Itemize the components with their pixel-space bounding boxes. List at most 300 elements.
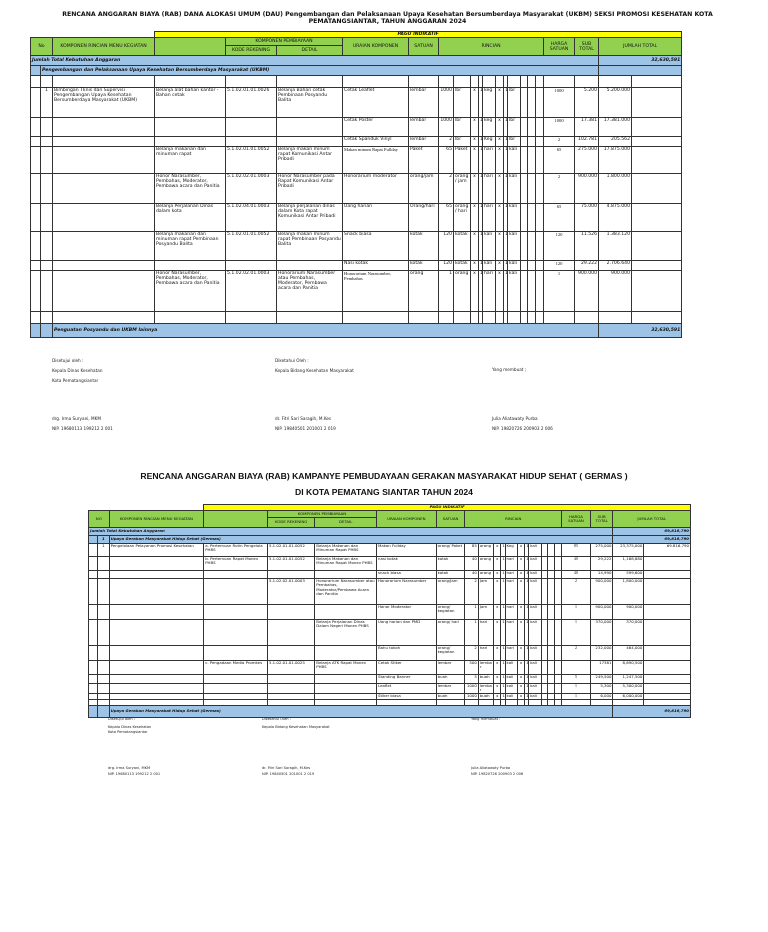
harga-satuan: 11.526: [580, 232, 598, 237]
uraian-komponen: Makan Fullday: [378, 543, 406, 548]
detail-belanja: Belanja makan minum rapat Komunikasi Antar Pribadi: [278, 147, 332, 162]
kode-rekening: 5.1.02.02.01.0003: [227, 174, 270, 179]
vol-3: 1: [526, 578, 529, 583]
sign-known-nip: NIP. 19840501 201001 2 019: [275, 426, 336, 431]
vol-1: 120: [443, 261, 453, 266]
harga-satuan: 17381: [599, 660, 612, 665]
satuan: orang: [410, 271, 424, 276]
header-sub-total: SUB TOTAL: [595, 513, 608, 523]
table-row: Belanja Perjalanan Dinas Dalam Negeri Monev PHBS Uang harian dan PMD orang/ hari 1 hari x 1 hari x 1 kali 1 370,000 370,000: [89, 620, 691, 646]
header-komponen-pembiayaan: KOMPONEN PEMBIAYAAN: [255, 39, 313, 44]
uraian-komponen: Bahu tokoh: [378, 645, 401, 650]
unit-3: kali: [509, 271, 517, 276]
kode-rekening: 5.1.02.01.01.0052: [227, 232, 270, 237]
sub-total: 464,000: [626, 645, 643, 650]
unit-3: lbr: [509, 118, 516, 123]
header-rincian: RINCIAN: [481, 44, 501, 49]
sub-total: 1.800.000: [606, 174, 631, 179]
detail-belanja: Belanja Makanan dan Minuman Rapat PHBS: [316, 543, 359, 553]
sub-total: 599,600: [626, 570, 643, 575]
header-harga-satuan: HARGA SATUAN: [568, 513, 584, 523]
header-detail: DETAIL: [338, 519, 353, 525]
menu-kegiatan: Pengelolaan Pelayanan Promosi Kesehatan: [110, 543, 194, 548]
vol-3: 1: [505, 174, 508, 179]
section-label: Pengembangan dan Pelaksanaan Upaya Kesehatan Bersumberdaya Masyarakat (UKBM): [42, 68, 270, 73]
header-uraian: URAIAN KOMPONEN: [387, 515, 426, 521]
uraian-komponen: Nasi kotak: [344, 261, 368, 266]
unit-1: lembar: [479, 683, 492, 693]
header-rincian: RINCIAN: [505, 515, 522, 521]
unit-3: lbr: [509, 137, 516, 142]
table-row: 1 Bimbingan Tknis dan Supervisi Pengembangan Upaya Kesehatan Bersumberdaya Masyarakat (UKBM) Belanja alat bahan kantor - Bahan cetak 5.1.02.01.01.0026 Belanja Bahan cetak Pembinaan Posyandu Balita Cetak Leaflet lembar 1000 lbr x 1 keg x 1 lbr 1000 5.200 5.200.000: [31, 88, 682, 118]
komponen-belanja: a. Pertemuan Rutin Pengelola PHBS: [205, 543, 263, 553]
table-row: Belanja Perjalanan Dinas dalam kota 5.1.02.04.01.0003 Belanja perjalanan dinas dalam Kota rapat Komunikasi Antar Pribadi Uang harian Orang/hari 65 orang/ hari x 1 hari x 1 kali 65 75.000 4.875.000: [31, 204, 682, 232]
sub-total: 900,000: [626, 604, 643, 609]
header-satuan: SATUAN: [414, 44, 433, 49]
unit-2: hari: [506, 578, 515, 583]
unit-1: lbr: [455, 137, 462, 142]
sub-total: 4.875.000: [606, 204, 631, 209]
detail-belanja: Belanja makan minum rapat Pembinaan Posyandu Balita: [278, 232, 341, 247]
unit-3: kali: [530, 578, 537, 583]
row-no: 1: [102, 543, 105, 548]
uraian-komponen: Standing Banner: [378, 674, 411, 679]
sub-total: 1,168,880: [622, 556, 643, 561]
unit-2: hari: [484, 174, 493, 179]
vol-1: 65: [446, 147, 453, 152]
uraian-komponen: nasi kotak: [378, 556, 398, 561]
vol-2: 1: [502, 543, 505, 548]
unit-2: kali: [506, 683, 514, 688]
volume-total: 5: [574, 675, 577, 679]
harga-satuan: 232,000: [595, 645, 612, 650]
footer-value: 69,816,790: [664, 708, 689, 714]
footer-label: Penguatan Posyandu dan UKBM lainnya: [54, 328, 158, 333]
vol-3: 1: [505, 147, 508, 152]
header-komponen: KOMPONEN RINCIAN MENU KEGIATAN: [60, 44, 147, 49]
uraian-komponen: Honorarium Narasumber, Pembahas: [344, 271, 392, 281]
detail-belanja: Honor Narasumber pada Rapat Komunikasi Antar Pribadi: [278, 174, 335, 189]
sign-approver-city: Kota Pematangsiantar: [52, 378, 99, 383]
harga-satuan: 275.000: [578, 147, 598, 152]
table-row: 5.1.02.02.01.0003 Honorarium Narasumber atau Pembahas, Moderator/Pembawa Acara dan Panitia Honorarium Narasumber orang/Jam 2 Jam x 1 hari x 1 kali 2 900,000 1,800,000: [89, 579, 691, 605]
header-pagu-indikatif: PAGU INDIKATIF: [429, 504, 465, 509]
komponen-belanja: Honor Narasumber, Pembahas, Moderator, Pembawa acara dan Panitia: [156, 174, 220, 189]
satuan: orang/ hari: [437, 619, 460, 624]
komponen-belanja: b. Pertemuan Rapat Monev PHBS: [205, 556, 259, 566]
vol-2: 1: [502, 660, 505, 665]
unit-3: kali: [530, 556, 537, 561]
satuan: kotak: [410, 261, 423, 266]
sub-total: 8,690,500: [622, 660, 643, 665]
uraian-komponen: Honorarium Narasumber: [378, 578, 427, 583]
satuan: kotak: [437, 556, 449, 561]
detail-belanja: Belanja Bahan cetak Pembinaan Posyandu Balita: [278, 88, 328, 103]
doc1-title: RENCANA ANGGARAN BIAYA (RAB) DANA ALOKASI UMUM (DAU) Pengembangan dan Pelaksanaan Upaya Kesehatan Bersumberdaya Masyarakat (UKBM) SEKSI PROMOSI KESEHATAN KOTA PEMATANGSIANTAR, TAHUN ANGGARAN 2024: [62, 11, 713, 25]
header-jumlah-total: JUMLAH TOTAL: [623, 44, 658, 49]
sign-known-role: Kepala Bidang Kesehatan Masyarakat: [275, 368, 354, 373]
sign2-maker-nip: NIP. 19820726 200903 2 006: [471, 771, 524, 776]
vol-2: 1: [502, 674, 505, 679]
detail-belanja: Belanja ATK Rapat Monev PHBS: [316, 660, 367, 670]
uraian-komponen: Cetak Spanduk Vinyl: [344, 137, 392, 142]
vol-1: 5: [474, 674, 477, 679]
uraian-komponen: Leaflet: [378, 683, 392, 688]
vol-3: 1: [526, 660, 529, 665]
sub-total: 5,300,000: [622, 683, 643, 688]
vol-3: 1: [526, 683, 529, 688]
unit-3: kali: [530, 570, 537, 575]
header-pagu-indikatif: PAGU INDIKATIF: [397, 32, 439, 37]
unit-1: Jam: [479, 604, 488, 609]
unit-3: kali: [509, 174, 517, 179]
vol-3: 1: [526, 570, 529, 575]
unit-2: hari: [484, 204, 493, 209]
unit-2: hari: [506, 604, 515, 609]
unit-2: kali: [506, 692, 514, 698]
sub-total: 1,800,000: [622, 578, 643, 583]
vol-3: 1: [526, 543, 529, 548]
sign-maker-label: Yang membuat ;: [492, 367, 527, 372]
sign-maker-nip: NIP. 19820726 200903 2 006: [492, 426, 553, 431]
satuan: Paket: [410, 147, 423, 152]
unit-2: keg: [484, 88, 493, 93]
volume-total: 2: [574, 579, 577, 583]
vol-1: 65: [446, 204, 453, 209]
unit-1: orang/ hari: [455, 204, 469, 214]
table-row: Leaflet lembar 1000 lembar x 1 kali x 1 kali 1 5,300 5,300,000: [89, 684, 691, 694]
table-row: Honor Moderator orang/ kegiatan 1 Jam x 1 hari x 1 kali 1 900,000 900,000: [89, 605, 691, 620]
unit-1: Paket: [455, 147, 468, 152]
unit-3: kali: [530, 604, 537, 609]
unit-2: kali: [484, 261, 492, 266]
vol-3: 1: [505, 204, 508, 209]
harga-satuan: 900,000: [595, 604, 612, 609]
vol-3: 1: [526, 556, 529, 561]
vol-1: 40: [471, 570, 477, 575]
menu-kegiatan: Bimbingan Tknis dan Supervisi Pengembangan Upaya Kesehatan Bersumberdaya Masyarakat (UKBM): [54, 88, 138, 103]
table-row: Cetak Poster lembar 1000 lbr x 1 keg x 1 lbr 1000 17.381 17.381.000: [31, 118, 682, 137]
volume-total: 2: [557, 137, 561, 142]
table-row: Belanja makanan dan minuman rapat Pembinaan Posyandu Balita 5.1.02.01.01.0052 Belanja makan minum rapat Pembinaan Posyandu Balita Snack biasa kotak 120 kotak x 1 kali x 1 kali 120 11.526 1.383.120: [31, 232, 682, 261]
vol-2: 1: [502, 578, 505, 583]
satuan: orang/ kegiatan: [437, 604, 455, 614]
sign-approver-name: drg. Irma Suryani, MKM: [52, 416, 102, 421]
unit-3: kali: [509, 232, 517, 237]
sub-total: 900.000: [611, 271, 631, 276]
table-row: Honor Narasumber, Pembahas, Moderator, Pembawa acara dan Panitia 5.1.02.02.01.0003 Honorarium Narasumber atau Pembahas, Moderator, Pembawa acara dan Panitia Honorarium Narasumber, Pembahas orang 1 orang x 1 hari x 1 kali 1 900.000 900.000: [31, 271, 682, 312]
header-komponen: KOMPONEN RINCIAN MENU KEGIATAN: [119, 515, 193, 521]
komponen-belanja: c. Pengadaan Media Promkes: [205, 660, 263, 665]
unit-1: orang/ jam: [455, 174, 469, 184]
satuan: lembar: [437, 660, 452, 665]
volume-total: 85: [574, 544, 578, 548]
unit-1: kotak: [455, 232, 468, 237]
table-row: Standing Banner buah 5 buah x 1 kali x 1 kali 5 249,500 1,247,500: [89, 675, 691, 684]
unit-1: buah: [479, 674, 490, 679]
total-value: 32,630,591: [651, 58, 681, 63]
section-value: 69,816,790: [664, 536, 689, 542]
uraian-komponen: Stiker biasa: [378, 692, 401, 698]
detail-belanja: Belanja Perjalanan Dinas Dalam Negeri Monev PHBS: [316, 619, 369, 629]
volume-total: 1000: [554, 88, 564, 93]
unit-2: Keg: [484, 137, 493, 142]
kode-rekening: 5.1.02.01.01.0052: [227, 147, 270, 152]
total-label: Jumlah Total Kebutuhan Anggaran: [90, 528, 165, 534]
vol-3: 1: [526, 619, 529, 624]
sign-known-name: dr. Fitri Sari Saragih, M.Kes: [275, 416, 332, 421]
unit-1: Jam: [479, 578, 488, 583]
unit-3: kali: [530, 619, 537, 624]
sub-total: 2.706.640: [606, 261, 631, 266]
unit-1: lbr: [455, 118, 462, 123]
vol-3: 1: [526, 604, 529, 609]
vol-2: 1: [502, 619, 505, 624]
unit-3: kali: [509, 204, 517, 209]
unit-1: hari: [479, 619, 488, 624]
harga-satuan: 6,000: [600, 692, 612, 698]
vol-1: 2: [474, 578, 477, 583]
header-kode-rekening: KODE REKENING: [231, 48, 271, 53]
table-row: b. Pertemuan Rapat Monev PHBS 5.1.02.01.01.0052 Belanja Makanan dan Minuman Rapat Monev PHBS nasi kotak kotak 40 orang x 1 hari x 1 kali 40 29,222 1,168,880: [89, 557, 691, 571]
volume-total: 40: [574, 571, 578, 575]
table-row: Cetak Spanduk Vinyl lembar 2 lbr x 1 Keg x 1 lbr 2 102.781 205.562: [31, 137, 682, 147]
harga-satuan: 75.000: [580, 204, 598, 209]
sign2-approved-label: Disetujui oleh :: [108, 717, 135, 721]
satuan: lembar: [410, 137, 427, 142]
sub-total: 17.875.000: [603, 147, 631, 152]
sign2-known-nip: NIP. 19840501 201001 2 019: [262, 771, 315, 776]
detail-belanja: Honorarium Narasumber atau Pembahas, Moderator, Pembawa acara dan Panitia: [278, 271, 336, 291]
volume-total: 1: [574, 693, 577, 698]
vol-3: 1: [505, 118, 508, 123]
unit-1: lembar: [479, 660, 492, 670]
uraian-komponen: snack biasa: [378, 570, 401, 575]
harga-satuan: 275,000: [595, 543, 612, 548]
volume-total: 120: [555, 232, 563, 237]
vol-3: 1: [505, 88, 508, 93]
detail-belanja: Belanja perjalanan dinas dalam Kota rapat Komunikasi Antar Pribadi: [278, 204, 336, 219]
unit-2: Keg: [506, 543, 514, 548]
footer-value: 32,630,591: [651, 328, 681, 333]
volume-total: 1: [557, 271, 561, 276]
volume-total: 1: [574, 620, 577, 624]
vol-1: 1: [449, 271, 453, 276]
satuan: orang/ kegiatan: [437, 645, 455, 655]
menu-total: 69.816.790: [666, 543, 689, 548]
vol-2: 1: [480, 147, 483, 152]
uraian-komponen: Uang harian: [344, 204, 373, 209]
footer-label: Upaya Gerakan Masyarakat Hidup Sehat (Germas): [110, 708, 221, 714]
table-row: Honor Narasumber, Pembahas, Moderator, Pembawa acara dan Panitia 5.1.02.02.01.0003 Honor Narasumber pada Rapat Komunikasi Antar Pribadi Honorarium moderator orang/jam 2 orang/ jam x 1 hari x 1 kali 2 900.000 1.800.000: [31, 174, 682, 204]
detail-belanja: Honorarium Narasumber atau Pembahas, Moderator/Pembawa Acara dan Panitia: [316, 578, 375, 597]
vol-3: 1: [505, 232, 508, 237]
unit-2: hari: [484, 147, 493, 152]
vol-2: 1: [502, 556, 505, 561]
sign-maker-name: Julia Aliatawaty Purba: [492, 416, 538, 421]
kode-rekening: 5.1.02.01.01.0026: [227, 88, 270, 93]
doc2-title-line1: RENCANA ANGGARAN BIAYA (RAB) KAMPANYE PEMBUDAYAAN GERAKAN MASYARAKAT HIDUP SEHAT ( GERMAS ): [140, 471, 628, 481]
uraian-komponen: Uang harian dan PMD: [378, 619, 421, 624]
volume-total: 1: [574, 605, 577, 609]
sub-total: 23,375,000: [620, 543, 643, 548]
satuan: orang/ Paket: [437, 543, 463, 548]
satuan: lembar: [437, 683, 452, 688]
table-row: c. Pengadaan Media Promkes 5.1.02.01.01.0025 Belanja ATK Rapat Monev PHBS Cetak Stiker lembar 500 lembar x 1 kali x 1 kali 17381 8,690,500: [89, 661, 691, 675]
satuan: Orang/hari: [410, 204, 435, 209]
harga-satuan: 5,300: [600, 683, 612, 688]
satuan: kotak: [437, 570, 449, 575]
volume-total: 1000: [554, 118, 564, 123]
table-row: snack biasa kotak 40 orang x 1 hari x 1 kali 40 14,990 599,600: [89, 571, 691, 579]
kode-rekening: 5.1.02.02.01.0003: [227, 271, 270, 276]
sub-total: 205.562: [611, 137, 631, 142]
harga-satuan: 900,000: [595, 578, 612, 583]
vol-2: 1: [502, 604, 505, 609]
vol-1: 1000: [466, 683, 477, 688]
header-sub-total: SUB TOTAL: [579, 41, 594, 52]
header-satuan: SATUAN: [442, 515, 459, 521]
kode-rekening: 5.1.02.04.01.0003: [227, 204, 270, 209]
harga-satuan: 900.000: [578, 271, 598, 276]
vol-2: 1: [502, 645, 505, 650]
unit-2: hari: [506, 619, 515, 624]
vol-2: 1: [480, 174, 483, 179]
unit-2: hari: [506, 570, 515, 575]
sign2-approver-name: drg. Irma Suryani, MKM: [108, 766, 151, 770]
vol-1: 2: [449, 174, 453, 179]
table-row: Stiker biasa buah 1000 buah x 1 kali x 1 kali 1 6,000 6,000,000: [89, 693, 691, 699]
sub-total: 1.383.120: [606, 232, 631, 237]
header-no: NO: [95, 515, 102, 521]
row-no: 1: [45, 88, 48, 93]
uraian-komponen: Cetak Leaflet: [344, 88, 375, 93]
harga-satuan: 370,000: [595, 619, 612, 624]
header-no: No: [38, 44, 45, 49]
volume-total: 65: [556, 147, 562, 152]
unit-2: kali: [506, 674, 514, 679]
komponen-belanja: Belanja Perjalanan Dinas dalam kota: [156, 204, 214, 214]
harga-satuan: 249,500: [595, 674, 612, 679]
unit-2: kali: [506, 660, 514, 665]
uraian-komponen: Makan minum Rapat Fullday: [344, 147, 398, 152]
header-harga-satuan: HARGA SATUAN: [549, 41, 569, 52]
vol-3: 1: [526, 645, 529, 650]
vol-1: 1: [474, 619, 477, 624]
unit-3: kali: [509, 261, 517, 266]
vol-3: 1: [505, 271, 508, 276]
uraian-komponen: Cetak Poster: [344, 118, 374, 123]
table-row: 1 Pengelolaan Pelayanan Promosi Kesehatan a. Pertemuan Rutin Pengelola PHBS 5.1.02.01.01.0052 Belanja Makanan dan Minuman Rapat PHBS Makan Fullday orang/ Paket 85 orang x 1 Keg x 1 kali 85 275,000 23,375,000 69.816.790: [89, 544, 691, 557]
rab-table-ukbm: [30, 31, 682, 338]
sign2-maker-label: Yang membuat :: [471, 717, 501, 721]
sub-total: 5.200.000: [606, 88, 631, 93]
vol-1: 2: [474, 645, 477, 650]
vol-1: 1000: [440, 88, 453, 93]
unit-1: orang: [479, 570, 492, 575]
volume-total: 40: [574, 557, 578, 561]
komponen-belanja: Belanja alat bahan kantor - Bahan cetak: [156, 88, 219, 98]
komponen-belanja: Honor Narasumber, Pembahas, Moderator, Pembawa acara dan Panitia: [156, 271, 220, 286]
vol-3: 1: [505, 137, 508, 142]
unit-3: kali: [530, 543, 537, 548]
harga-satuan: 102.781: [578, 137, 598, 142]
kode-rekening: 5.1.02.01.01.0025: [268, 660, 305, 665]
unit-3: kali: [530, 645, 537, 650]
header-kode-rekening: KODE REKENING: [275, 519, 308, 525]
uraian-komponen: Honor Moderator: [378, 604, 412, 609]
vol-2: 1: [480, 137, 483, 142]
vol-1: 1000: [466, 692, 477, 698]
harga-satuan: 29.222: [580, 261, 598, 266]
vol-1: 1000: [440, 118, 453, 123]
unit-1: orang: [455, 271, 469, 276]
section-no: 1: [102, 536, 105, 542]
rab-table-germas: [88, 504, 691, 718]
unit-3: kali: [530, 683, 537, 688]
satuan: orang/jam: [410, 174, 434, 179]
table-row: Nasi kotak kotak 120 kotak x 1 kali x 1 kali 120 29.222 2.706.640: [31, 261, 682, 271]
unit-2: hari: [506, 556, 515, 561]
vol-1: 40: [471, 556, 477, 561]
sign2-maker-name: Julia Aliatawaty Purba: [471, 766, 511, 770]
sub-total: 6,000,000: [622, 692, 643, 698]
vol-3: 1: [526, 692, 529, 698]
sign-approver-nip: NIP. 19680113 199212 2 001: [52, 426, 113, 431]
komponen-belanja: Belanja makanan dan minuman rapat Pembinaan Posyandu Balita: [156, 232, 219, 247]
sign2-known-label: Diketahui Oleh :: [262, 717, 291, 721]
unit-2: hari: [484, 271, 493, 276]
volume-total: 1: [574, 684, 577, 688]
satuan: lembar: [410, 88, 427, 93]
satuan: orang/Jam: [437, 578, 458, 583]
vol-2: 1: [480, 271, 483, 276]
vol-1: 1: [474, 604, 477, 609]
vol-2: 1: [480, 118, 483, 123]
sign2-approver-role: Kepala Dinas Kesehatan: [108, 724, 152, 729]
vol-2: 1: [480, 232, 483, 237]
vol-3: 1: [526, 674, 529, 679]
unit-1: hari: [479, 645, 488, 650]
harga-satuan: 17.381: [580, 118, 598, 123]
vol-1: 85: [471, 543, 477, 548]
kode-rekening: 5.1.02.01.01.0052: [268, 543, 305, 548]
sub-total: 17.381.000: [603, 118, 631, 123]
unit-3: kali: [509, 147, 517, 152]
doc2-title-line2: DI KOTA PEMATANG SIANTAR TAHUN 2024: [295, 487, 473, 497]
harga-satuan: 14,990: [597, 570, 612, 575]
header-uraian: URAIAN KOMPONEN: [352, 44, 399, 49]
komponen-belanja: Belanja makanan dan minuman rapat: [156, 147, 206, 157]
header-jumlah-total: JUMLAH TOTAL: [637, 515, 667, 521]
satuan: lembar: [410, 118, 427, 123]
uraian-komponen: Cetak Stiker: [378, 660, 402, 665]
satuan: buah: [437, 692, 448, 698]
volume-total: 120: [555, 261, 563, 266]
sub-total: 370,000: [626, 619, 643, 624]
sign2-known-role: Kepala Bidang Kesehatan Masyarakat: [262, 724, 330, 729]
vol-2: 1: [502, 570, 505, 575]
unit-1: kotak: [455, 261, 468, 266]
harga-satuan: 5.200: [583, 88, 598, 93]
volume-total: 2: [557, 174, 561, 179]
unit-2: hari: [506, 645, 515, 650]
section-label: Upaya Gerakan Masyarakat Hidup Sehat (Germas): [110, 536, 221, 542]
unit-2: keg: [484, 118, 493, 123]
unit-3: lbr: [509, 88, 516, 93]
volume-total: 65: [556, 204, 562, 209]
header-detail: DETAIL: [301, 48, 318, 53]
